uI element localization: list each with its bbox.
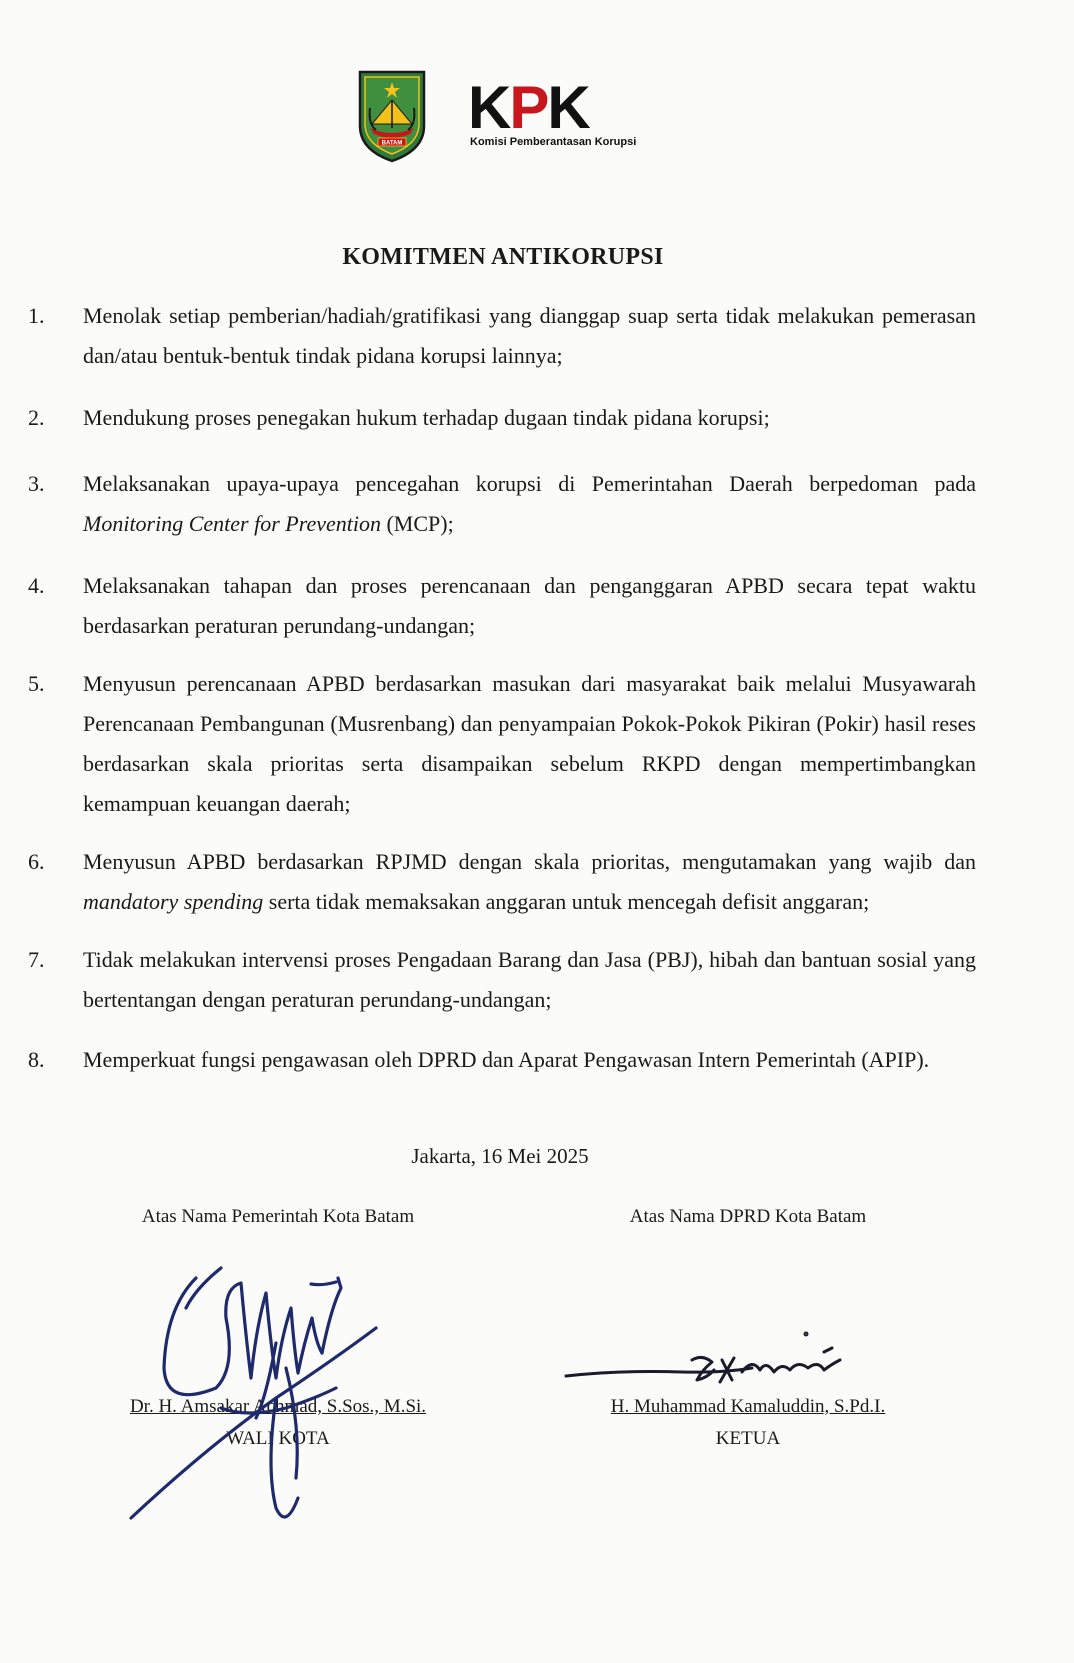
document-title: KOMITMEN ANTIKORUPSI xyxy=(342,244,664,270)
item-number: 4. xyxy=(28,573,45,598)
item-text-part: Menyusun APBD berdasarkan RPJMD dengan skala prioritas, mengutamakan yang wajib dan xyxy=(83,849,976,874)
kpk-logo-subtitle: Komisi Pemberantasan Korupsi xyxy=(470,136,637,148)
signer-title-left: WALI KOTA xyxy=(226,1428,330,1449)
item-text-part: Melaksanakan upaya-upaya pencegahan korupsi di Pemerintahan Daerah berpedoman pada xyxy=(83,471,976,496)
item-text xyxy=(83,464,976,544)
signer-name-left: Dr. H. Amsakar Achmad, S.Sos., M.Si. xyxy=(129,1396,427,1417)
item-text-part: (MCP); xyxy=(380,511,454,536)
item-text: Menyusun perencanaan APBD berdasarkan masukan dari masyarakat baik melalui Musyawarah Perencanaan Pembangunan (Musrenbang) dan penyampaian Pokok-Pokok Pikiran (Pokir) hasil reses berdasarkan skala prioritas serta disampaikan sebelum RKPD dengan mempertimbangkan kemampuan keuangan daerah; xyxy=(83,671,976,816)
item-text-part: serta tidak memaksakan anggaran untuk mencegah defisit anggaran; xyxy=(263,889,870,914)
item-number: 3. xyxy=(28,471,45,496)
item-number: 2. xyxy=(28,405,45,430)
signatory-label-left: Atas Nama Pemerintah Kota Batam xyxy=(141,1206,415,1227)
item-number: 8. xyxy=(28,1047,45,1072)
signature-left-icon xyxy=(126,1248,416,1528)
item-number: 1. xyxy=(28,303,45,328)
item-text-italic: Monitoring Center for Prevention xyxy=(83,511,381,536)
item-text: Menolak setiap pemberian/hadiah/gratifikasi yang dianggap suap serta tidak melakukan pemerasan dan/atau bentuk-bentuk tindak pidana korupsi lainnya; xyxy=(83,303,976,368)
signer-name-right: H. Muhammad Kamaluddin, S.Pd.I. xyxy=(610,1396,886,1417)
item-text: Mendukung proses penegakan hukum terhadap dugaan tindak pidana korupsi; xyxy=(83,405,770,430)
item-text: Memperkuat fungsi pengawasan oleh DPRD dan Aparat Pengawasan Intern Pemerintah (APIP). xyxy=(83,1047,930,1072)
item-text: Melaksanakan tahapan dan proses perencanaan dan penganggaran APBD secara tepat waktu berdasarkan peraturan perundang-undangan; xyxy=(83,573,976,638)
signature-right-icon xyxy=(562,1330,882,1400)
kpk-logo-wordmark: KPK xyxy=(468,74,589,141)
item-number: 7. xyxy=(28,947,45,972)
batam-emblem-label: BATAM xyxy=(381,140,403,147)
item-text xyxy=(83,842,976,922)
signer-title-right: KETUA xyxy=(715,1428,781,1449)
place-date: Jakarta, 16 Mei 2025 xyxy=(411,1144,589,1168)
signatory-label-right: Atas Nama DPRD Kota Batam xyxy=(629,1206,867,1227)
item-number: 5. xyxy=(28,671,45,696)
item-number: 6. xyxy=(28,849,45,874)
item-text: Tidak melakukan intervensi proses Pengadaan Barang dan Jasa (PBJ), hibah dan bantuan sosial yang bertentangan dengan peraturan perundang-undangan; xyxy=(83,947,976,1012)
item-text-italic: mandatory spending xyxy=(83,889,264,914)
